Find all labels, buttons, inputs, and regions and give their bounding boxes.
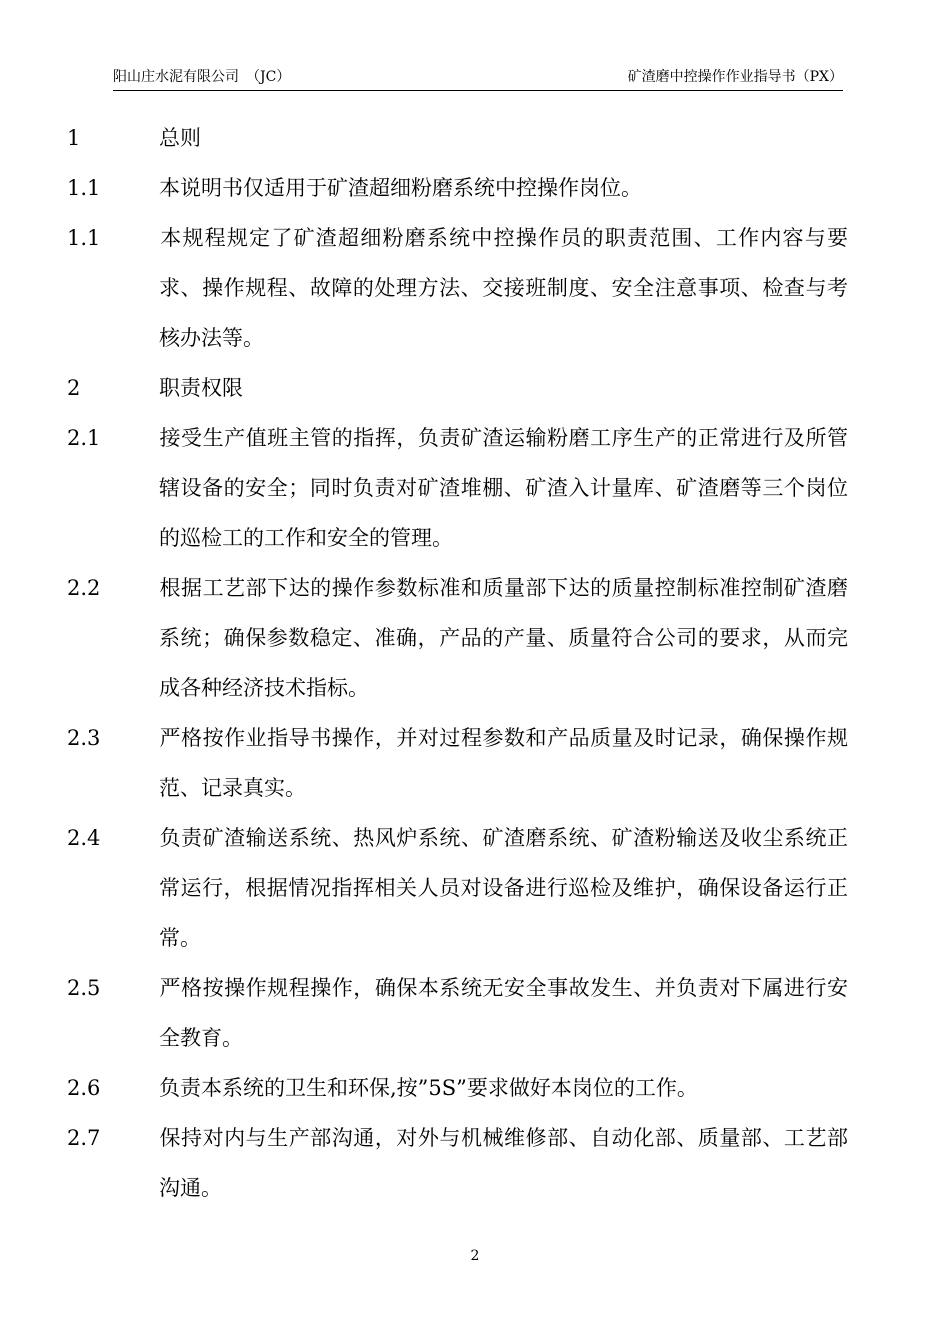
header-document-title: 矿渣磨中控操作作业指导书（PX） xyxy=(627,69,843,85)
section-number: 1 xyxy=(67,126,81,150)
clause-paragraph xyxy=(67,213,848,363)
clause-number: 2.4 xyxy=(67,826,101,850)
clause-text: 严格按操作规程操作，确保本系统无安全事故发生、并负责对下属进行安全教育。 xyxy=(159,976,848,1050)
clause-paragraph xyxy=(67,163,848,213)
page-number: 2 xyxy=(470,1248,480,1264)
clause-text: 严格按作业指导书操作，并对过程参数和产品质量及时记录，确保操作规范、记录真实。 xyxy=(159,726,848,800)
clause-number: 1.1 xyxy=(67,176,101,200)
clause-text: 负责本系统的卫生和环保,按”5S”要求做好本岗位的工作。 xyxy=(159,1076,698,1100)
clause-paragraph xyxy=(67,813,848,963)
document-body xyxy=(67,113,848,1213)
clause-paragraph xyxy=(67,713,848,813)
clause-paragraph xyxy=(67,1063,848,1113)
clause-paragraph xyxy=(67,563,848,713)
clause-number: 2.3 xyxy=(67,726,101,750)
clause-number: 2.2 xyxy=(67,576,101,600)
clause-text: 接受生产值班主管的指挥，负责矿渣运输粉磨工序生产的正常进行及所管辖设备的安全；同时负责对矿渣堆棚、矿渣入计量库、矿渣磨等三个岗位的巡检工的工作和安全的管理。 xyxy=(159,426,848,550)
section-number: 2 xyxy=(67,376,81,400)
clause-text: 负责矿渣输送系统、热风炉系统、矿渣磨系统、矿渣粉输送及收尘系统正常运行，根据情况指挥相关人员对设备进行巡检及维护，确保设备运行正常。 xyxy=(159,826,848,950)
clause-number: 2.7 xyxy=(67,1126,101,1150)
clause-text: 根据工艺部下达的操作参数标准和质量部下达的质量控制标准控制矿渣磨系统；确保参数稳定、准确，产品的产量、质量符合公司的要求，从而完成各种经济技术指标。 xyxy=(159,576,848,700)
clause-number: 2.1 xyxy=(67,426,101,450)
clause-paragraph xyxy=(67,413,848,563)
clause-text: 保持对内与生产部沟通，对外与机械维修部、自动化部、质量部、工艺部沟通。 xyxy=(159,1126,848,1200)
clause-number: 2.6 xyxy=(67,1076,101,1100)
clause-number: 1.1 xyxy=(67,226,101,250)
header-company: 阳山庄水泥有限公司 （JC） xyxy=(113,69,291,85)
section-title: 总则 xyxy=(159,126,201,150)
clause-text: 本规程规定了矿渣超细粉磨系统中控操作员的职责范围、工作内容与要求、操作规程、故障的处理方法、交接班制度、安全注意事项、检查与考核办法等。 xyxy=(159,226,848,350)
section-heading xyxy=(67,113,848,163)
clause-paragraph xyxy=(67,1113,848,1213)
section-heading xyxy=(67,363,848,413)
clause-paragraph xyxy=(67,963,848,1063)
page-header xyxy=(113,66,843,91)
section-title: 职责权限 xyxy=(159,376,243,400)
clause-text: 本说明书仅适用于矿渣超细粉磨系统中控操作岗位。 xyxy=(159,176,642,200)
clause-number: 2.5 xyxy=(67,976,101,1000)
